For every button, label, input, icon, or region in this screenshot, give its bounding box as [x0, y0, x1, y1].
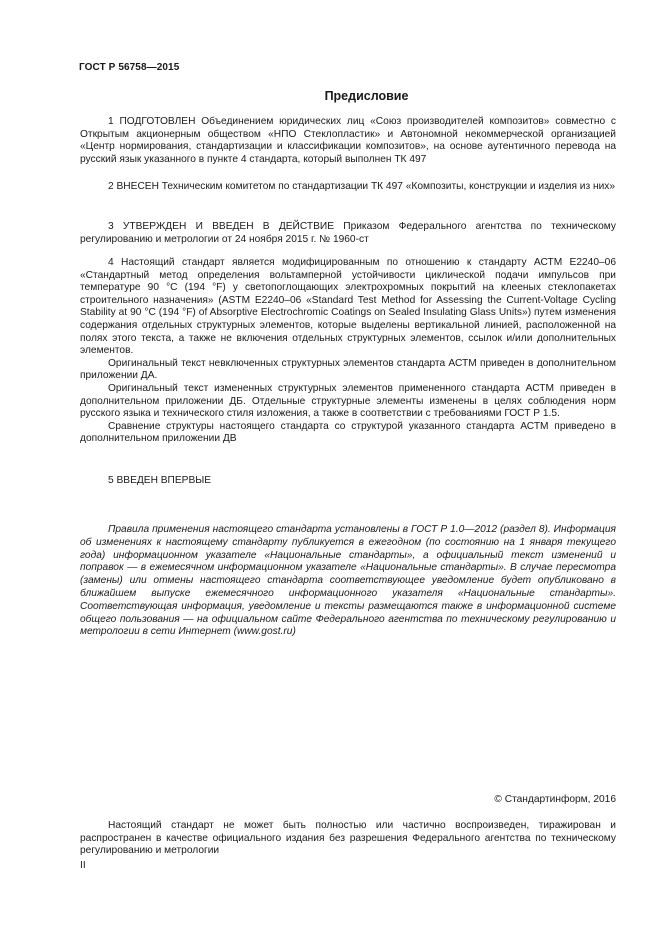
foreword-item-1 — [80, 116, 616, 166]
disclaimer-text: Настоящий стандарт не может быть полностью или частично воспроизведен, тиражирован и распространен в качестве официального издания без разрешения Федерального агентства по техническому регулированию и метрологии — [80, 820, 616, 857]
paragraph: 2 ВНЕСЕН Техническим комитетом по стандартизации ТК 497 «Композиты, конструкции и изделия из них» — [108, 181, 616, 192]
page-number: II — [80, 860, 86, 871]
foreword-item-4 — [80, 257, 616, 446]
foreword-item-5 — [80, 475, 616, 488]
paragraph: 3 УТВЕРЖДЕН И ВВЕДЕН В ДЕЙСТВИЕ Приказом Федерального агентства по техническому регулированию и метрологии от 24 ноября 2015 г. № 1960-ст — [80, 221, 616, 245]
document-header: ГОСТ Р 56758—2015 — [79, 62, 180, 73]
page-title: Предисловие — [324, 89, 409, 103]
paragraph: 1 ПОДГОТОВЛЕН Объединением юридических лиц «Союз производителей композитов» совместно с Открытым акционерным обществом «НПО Стеклопластик» и Автономной некоммерческой организацией «Центр нормирования, стандартизации и классификации композитов», на основе аутентичного перевода на русский язык указанного в пункте 4 стандарта, который выполнен ТК 497 — [80, 116, 616, 165]
foreword-item-3 — [80, 221, 616, 246]
notice-text: Правила применения настоящего стандарта установлены в ГОСТ Р 1.0—2012 (раздел 8). Информация об изменениях к настоящему стандарту публикуется в ежегодном (по состоянию на 1 января текущего года) информационном указателе «Национальные стандарты», а официальный текст изменений и поправок — в ежемесячном информационном указателе «Национальные стандарты». В случае пересмотра (замены) или отмены настоящего стандарта соответствующее уведомление будет опубликовано в ближайшем выпуске ежемесячного информационного указателя «Национальные стандарты». Соответствующая информация, уведомление и тексты размещаются также в информационной системе общего пользования — на официальном сайте Федерального агентства по техническому регулированию и метрологии в сети Интернет (www.gost.ru) — [80, 524, 616, 638]
paragraph: Сравнение структуры настоящего стандарта со структурой указанного стандарта АСТМ приведено в дополнительном приложении ДВ — [80, 420, 616, 445]
paragraph: Оригинальный текст невключенных структурных элементов стандарта АСТМ приведен в дополнительном приложении ДА. — [80, 357, 616, 382]
reproduction-disclaimer — [80, 820, 616, 858]
usage-notice — [80, 524, 616, 639]
copyright: © Стандартинформ, 2016 — [494, 794, 616, 805]
paragraph: 4 Настоящий стандарт является модифицированным по отношению к стандарту АСТМ Е2240–06 «Стандартный метод определения вольтамперной устойчивости циклической подачи импульсов при температуре 90 °С (194 °F) у светопоглощающих электрохромных покрытий на клееных стеклопакетах строительного назначения» (ASTM E2240–06 «Standard Test Method for Assessing the Current-Voltage Cycling Stability at 90 °C (194 °F) of Absorptive Electrochromic Coatings on Sealed Insulating Glass Units») путем изменения содержания отдельных структурных элементов, которые выделены вертикальной линией, расположенной на полях этого текста, а также не включения отдельных структурных элементов, ссылок и/или дополнительных элементов. — [80, 257, 616, 357]
paragraph: Оригинальный текст измененных структурных элементов примененного стандарта АСТМ приведен в дополнительном приложении ДБ. Отдельные структурные элементы изменены в целях соблюдения норм русского языка и технического стиля изложения, а также в соответствии с требованиями ГОСТ Р 1.5. — [80, 382, 616, 420]
paragraph: 5 ВВЕДЕН ВПЕРВЫЕ — [108, 475, 212, 486]
foreword-item-2 — [80, 181, 616, 194]
